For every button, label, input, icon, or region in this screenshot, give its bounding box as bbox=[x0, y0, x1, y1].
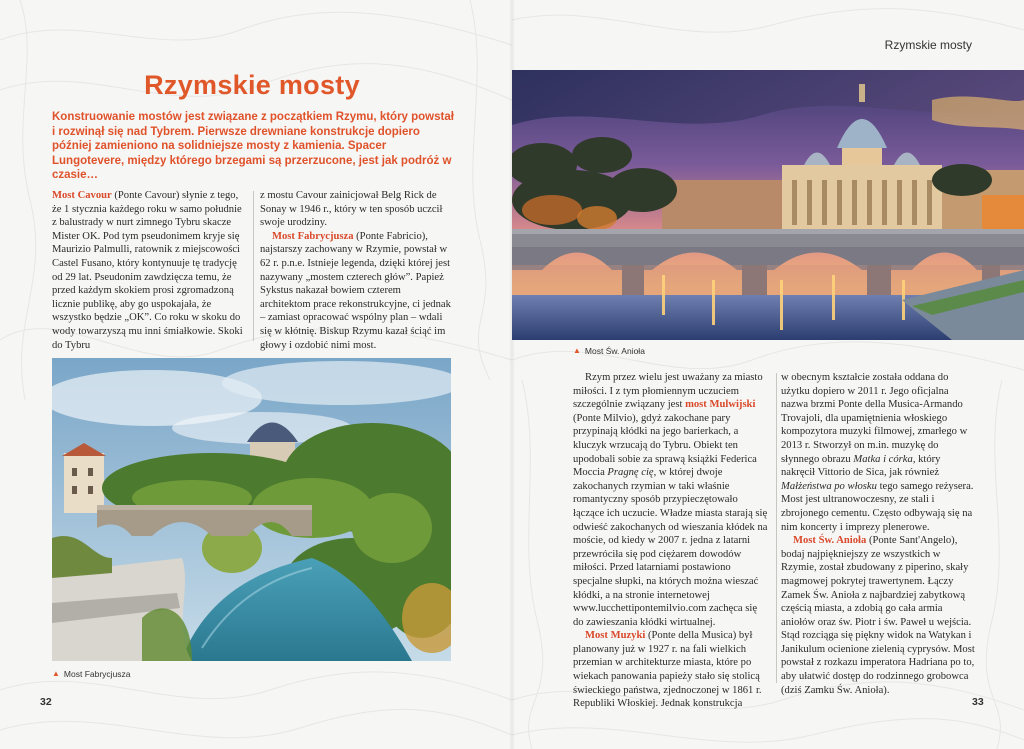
column-divider bbox=[253, 191, 254, 341]
paragraph-text: , który nakręcił Vittorio de Sica, jak również bbox=[781, 453, 941, 479]
paragraph-most-fabrycjusza bbox=[260, 230, 454, 352]
bridge-name-mulwijski: most Mulwijski bbox=[685, 399, 756, 411]
page-title: Rzymskie mosty bbox=[144, 70, 360, 100]
column-divider bbox=[776, 373, 777, 683]
paragraph-text: , w której dwoje zakochanych rzymian w taki właśnie romantyczny sposób przypieczętowało łączące ich uczucie. Władze miasta starają się odwieść zakochanych od wieszania kłódek na moście, od kiedy w 2007 r. jedna z latarni przewróciła się pod ciężarem dowodów miłości. Przed latarniami postawiono specjalne słupki, na których można wieszać kłódki, a na stronie internetowej www.lucchettipontemilvio.com zachęca się do zawieszania kłódki wirtualnej. bbox=[573, 467, 768, 628]
book-title: Pragnę cię bbox=[607, 467, 654, 479]
paragraph-most-mulwijski bbox=[573, 371, 769, 629]
paragraph-most-muzyki bbox=[573, 629, 769, 711]
paragraph-text: (Ponte Sant'Angelo), bodaj najpiękniejszy ze wszystkich w Rzymie, został zbudowany z piperino, skały magmowej pokrytej trawertynem. Łączy Zamek Św. Anioła z najbardziej zabytkową częścią miasta, a zdobią go cała armia aniołów oraz św. Piotr i św. Paweł u wejścia. Stąd rozciąga się piękny widok na Watykan i Janikulum ocienione zielenią cyprysów. Most powstał z rozkazu imperatora Hadriana po to, aby ułatwić dostęp do rodzinnego grobowca (dziś Zamku Św. Anioła). bbox=[781, 535, 975, 696]
bridge-name-cavour: Most Cavour bbox=[52, 190, 112, 201]
caption-text: Most Św. Anioła bbox=[584, 346, 645, 356]
lead-paragraph: Konstruowanie mostów jest związane z początkiem Rzymu, który powstał i rozwinął się nad Tybrem. Pierwsze drewniane konstrukcje dopiero później zamieniono na solidniejsze mosty z kamienia. Spacer Lungotevere, między którego brzegami są przerzucone, jest jak podróż w czasie… bbox=[52, 111, 454, 181]
paragraph-text: Rzym przez wielu jest uważany za miasto miłości. I z tym płomiennym uczuciem szczególnie związany jest bbox=[573, 372, 763, 411]
caption-arrow-icon: ▲ bbox=[573, 346, 581, 355]
bridge-name-sw-aniola: Most Św. Anioła bbox=[793, 535, 867, 547]
text-column-1 bbox=[52, 189, 248, 352]
caption-fabricius-photo bbox=[52, 669, 131, 679]
paragraph-most-cavour bbox=[52, 189, 248, 352]
paragraph-text: w obecnym kształcie została oddana do użytku dopiero w 2011 r. Jego oficjalna nazwa brzmi Ponte della Musica-Armando Trovajoli, dla upamiętnienia włoskiego kompozytora muzyki filmowej, zmarłego w 2013 r. Stworzył on m.in. muzykę do słynnego obrazu bbox=[781, 372, 968, 465]
text-column-3 bbox=[573, 371, 769, 711]
photo-most-fabrycjusza bbox=[52, 358, 451, 661]
photo-most-sw-aniola bbox=[512, 70, 1024, 340]
paragraph-text: tego samego reżysera. Most jest ultranowoczesny, ze stali i zbrojonego cementu. Często odbywają się na nim koncerty i imprezy plenerowe. bbox=[781, 480, 974, 533]
caption-arrow-icon: ▲ bbox=[52, 669, 60, 678]
bridge-name-muzyki: Most Muzyki bbox=[585, 630, 646, 642]
caption-vatican-photo bbox=[573, 346, 645, 356]
text-column-2 bbox=[260, 189, 454, 352]
page-number-right: 33 bbox=[972, 696, 984, 708]
film-title: Matka i córka bbox=[853, 453, 913, 465]
paragraph-text: (Ponte Milvio), gdyż zakochane pary przypinają kłódki na jego barierkach, a kluczyk wrzucają do Tybru. Obiekt ten upodobali sobie za sprawą książki Federica Moccia bbox=[573, 412, 757, 479]
caption-text: Most Fabrycjusza bbox=[63, 669, 131, 679]
paragraph-most-sw-aniola bbox=[781, 534, 977, 697]
text-column-4 bbox=[781, 371, 977, 697]
running-head: Rzymskie mosty bbox=[884, 38, 972, 52]
paragraph-text: (Ponte Cavour) słynie z tego, że 1 stycznia każdego roku w samo południe z balustrady w nurt zimnego Tybru skacze Mister OK. Pod tym pseudonimem kryje się Maurizio Palmulli, ratownik z miejscowości Castel Fusano, który kontynuuje tę tradycję od 29 lat. Pseudonim zawdzięcza temu, że przed każdym skokiem prosi zgromadzoną licznie publikę, aby go uspokajała, że wszystko będzie „OK”. Co roku w skoku do wody towarzyszą mu inni śmiałkowie. Skoki do Tybru bbox=[52, 190, 243, 351]
paragraph-cavour-continued: z mostu Cavour zainicjował Belg Rick de Sonay w 1946 r., który w ten sposób uczcił swoje urodziny. bbox=[260, 190, 443, 229]
paragraph-muzyki-continued bbox=[781, 371, 977, 534]
paragraph-text: (Ponte della Musica) był planowany już w 1927 r. na fali wielkich przemian w architekturze miasta, które po wiekach panowania papieży stało się stolicą świeckiego państwa, zjednoczonej w 1861 r. Republiki Włoskiej. Jednak konstrukcja bbox=[573, 630, 762, 710]
bridge-name-fabrycjusza: Most Fabrycjusza bbox=[272, 230, 354, 242]
film-title: Małżeństwa po włosku bbox=[781, 480, 877, 492]
paragraph-text: (Ponte Fabricio), najstarszy zachowany w Rzymie, powstał w 62 r. p.n.e. Istnieje legenda, dzięki której jest nazywany „mostem czterech głów”. Papież Sykstus nakazał bowiem czterem architektom prace rekonstrukcyjne, ci jednak – zamiast opracować wspólny plan – wdali się w kłótnię. Biskup Rzymu kazał ściąć im głowy i ozdobić nimi most. bbox=[260, 230, 451, 351]
page-number-left: 32 bbox=[40, 696, 52, 708]
